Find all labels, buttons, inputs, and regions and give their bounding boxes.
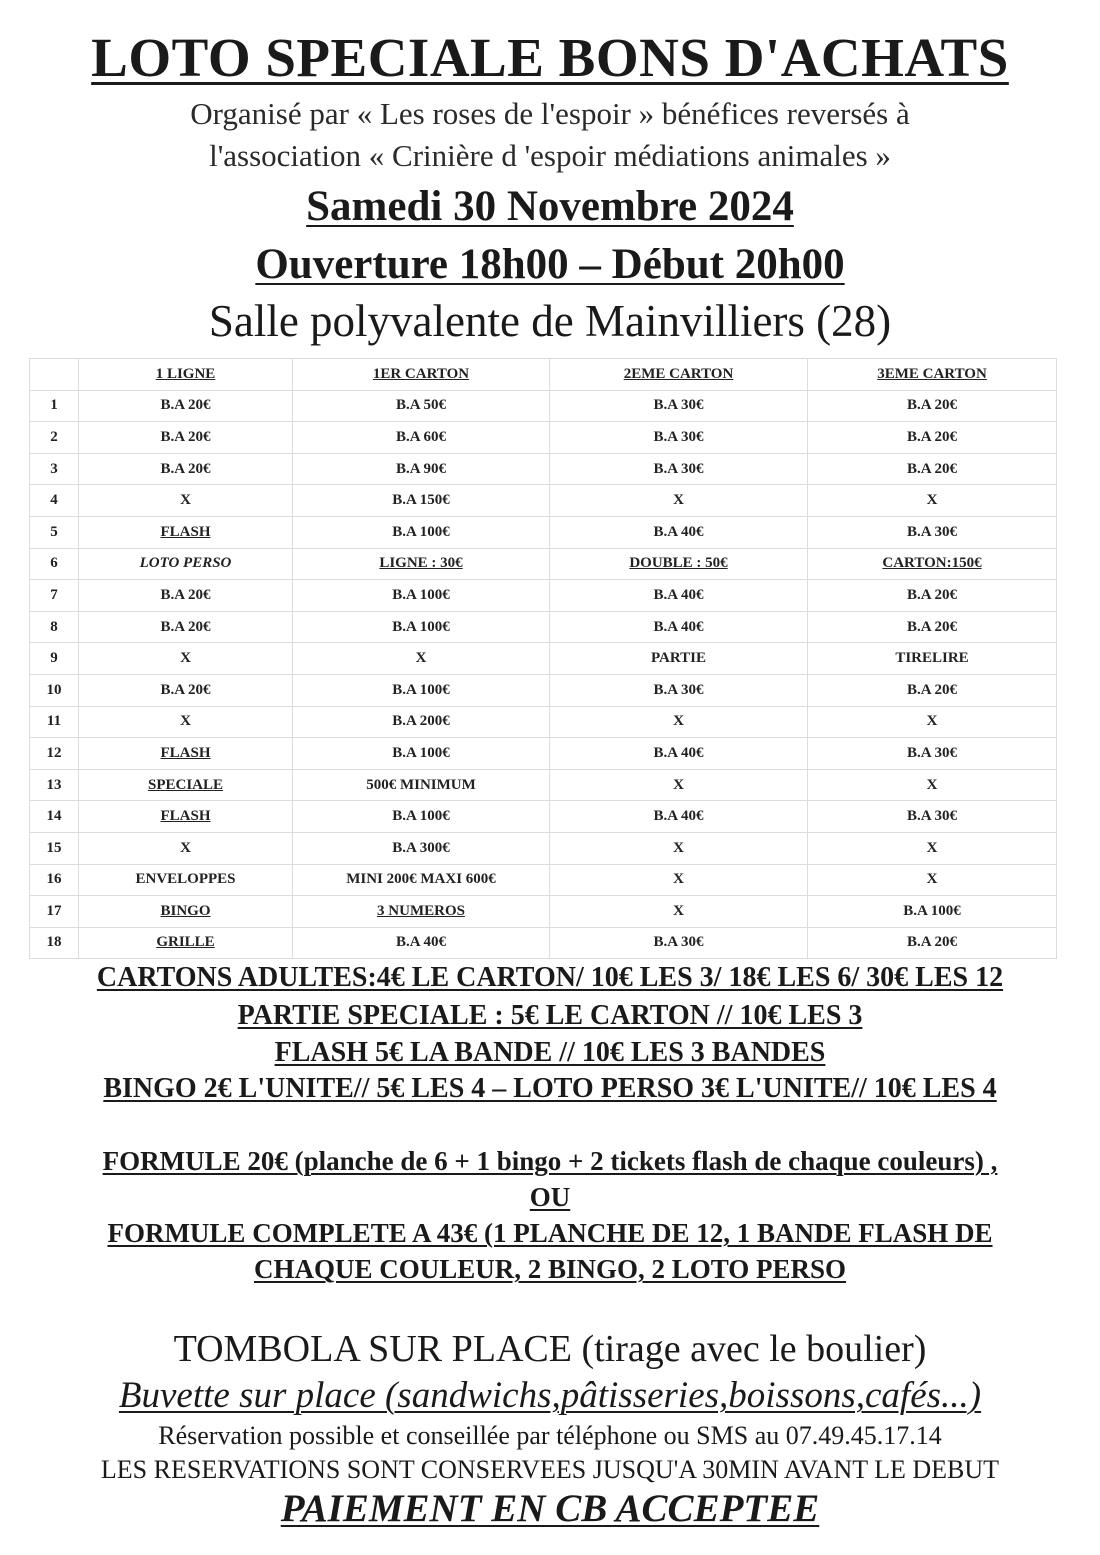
cell-1er-carton: B.A 60€ [293, 422, 550, 454]
payment-notice: PAIEMENT EN CB ACCEPTEE [280, 1487, 820, 1530]
cell-1-ligne: BINGO [79, 896, 293, 928]
cell-1-ligne: B.A 20€ [79, 580, 293, 612]
cell-game-number: 11 [30, 706, 79, 738]
cell-1-ligne: FLASH [79, 516, 293, 548]
table-row [30, 516, 1057, 548]
table-row [30, 485, 1057, 517]
cell-1-ligne: LOTO PERSO [79, 548, 293, 580]
cell-3eme-carton: X [808, 485, 1057, 517]
cell-2eme-carton: B.A 40€ [550, 580, 808, 612]
cell-1er-carton: B.A 150€ [293, 485, 550, 517]
cell-1-ligne: SPECIALE [79, 769, 293, 801]
formula-complete-line-2: CHAQUE COULEUR, 2 BINGO, 2 LOTO PERSO [253, 1254, 847, 1284]
cell-2eme-carton: B.A 30€ [550, 927, 808, 959]
cell-3eme-carton: B.A 20€ [808, 927, 1057, 959]
cell-2eme-carton: B.A 30€ [550, 453, 808, 485]
header-1-ligne: 1 LIGNE [79, 359, 293, 391]
cell-3eme-carton: CARTON:150€ [808, 548, 1057, 580]
prize-table [29, 358, 1057, 959]
table-header-row [30, 359, 1057, 391]
cell-game-number: 9 [30, 643, 79, 675]
event-venue: Salle polyvalente de Mainvilliers (28) [208, 296, 892, 346]
table-row [30, 643, 1057, 675]
cell-3eme-carton: B.A 20€ [808, 674, 1057, 706]
cell-1er-carton: 3 NUMEROS [293, 896, 550, 928]
cell-1-ligne: X [79, 485, 293, 517]
cell-2eme-carton: X [550, 896, 808, 928]
cell-1er-carton: MINI 200€ MAXI 600€ [293, 864, 550, 896]
buvette-notice: Buvette sur place (sandwichs,pâtisseries,boissons,cafés...) [118, 1375, 982, 1416]
event-hours: Ouverture 18h00 – Début 20h00 [255, 241, 845, 288]
cell-1er-carton: B.A 200€ [293, 706, 550, 738]
table-row [30, 706, 1057, 738]
cell-2eme-carton: PARTIE [550, 643, 808, 675]
table-row [30, 611, 1057, 643]
cell-game-number: 8 [30, 611, 79, 643]
cell-1-ligne: ENVELOPPES [79, 864, 293, 896]
cell-1-ligne: B.A 20€ [79, 674, 293, 706]
cell-3eme-carton: B.A 20€ [808, 422, 1057, 454]
table-row [30, 864, 1057, 896]
poster-title: LOTO SPECIALE BONS D'ACHATS [91, 27, 1009, 88]
cell-1-ligne: B.A 20€ [79, 390, 293, 422]
cell-game-number: 1 [30, 390, 79, 422]
cell-1er-carton: B.A 100€ [293, 674, 550, 706]
table-row [30, 769, 1057, 801]
formula-20: FORMULE 20€ (planche de 6 + 1 bingo + 2 tickets flash de chaque couleurs) , [102, 1146, 998, 1176]
cell-game-number: 3 [30, 453, 79, 485]
price-bingo-loto-perso: BINGO 2€ L'UNITE// 5€ LES 4 – LOTO PERSO 3€ L'UNITE// 10€ LES 4 [103, 1073, 997, 1104]
cell-1er-carton: X [293, 643, 550, 675]
cell-1-ligne: B.A 20€ [79, 453, 293, 485]
cell-3eme-carton: X [808, 832, 1057, 864]
cell-game-number: 18 [30, 927, 79, 959]
table-row [30, 832, 1057, 864]
tombola-notice: TOMBOLA SUR PLACE (tirage avec le boulier) [173, 1328, 927, 1370]
cell-1-ligne: X [79, 832, 293, 864]
cell-3eme-carton: B.A 30€ [808, 801, 1057, 833]
table-row [30, 580, 1057, 612]
cell-1-ligne: X [79, 643, 293, 675]
header-2eme-carton: 2EME CARTON [550, 359, 808, 391]
cell-3eme-carton: B.A 100€ [808, 896, 1057, 928]
cell-1-ligne: FLASH [79, 801, 293, 833]
cell-game-number: 16 [30, 864, 79, 896]
cell-1er-carton: B.A 50€ [293, 390, 550, 422]
cell-1er-carton: B.A 300€ [293, 832, 550, 864]
formula-complete-line-1: FORMULE COMPLETE A 43€ (1 PLANCHE DE 12, 1 BANDE FLASH DE [107, 1218, 993, 1248]
cell-game-number: 13 [30, 769, 79, 801]
cell-1er-carton: B.A 40€ [293, 927, 550, 959]
cell-3eme-carton: B.A 20€ [808, 453, 1057, 485]
cell-2eme-carton: DOUBLE : 50€ [550, 548, 808, 580]
cell-1-ligne: X [79, 706, 293, 738]
table-row [30, 738, 1057, 770]
cell-2eme-carton: B.A 40€ [550, 611, 808, 643]
table-row [30, 674, 1057, 706]
price-flash: FLASH 5€ LA BANDE // 10€ LES 3 BANDES [274, 1037, 826, 1068]
formula-or: OU [529, 1182, 571, 1212]
cell-1er-carton: B.A 100€ [293, 801, 550, 833]
cell-game-number: 17 [30, 896, 79, 928]
reservation-notice: Réservation possible et conseillée par téléphone ou SMS au 07.49.45.17.14 [158, 1421, 942, 1450]
table-row [30, 422, 1057, 454]
cell-2eme-carton: B.A 40€ [550, 801, 808, 833]
table-row [30, 896, 1057, 928]
cell-game-number: 10 [30, 674, 79, 706]
event-date: Samedi 30 Novembre 2024 [306, 183, 794, 230]
cell-1er-carton: B.A 100€ [293, 738, 550, 770]
cell-game-number: 15 [30, 832, 79, 864]
cell-1er-carton: LIGNE : 30€ [293, 548, 550, 580]
cell-1er-carton: 500€ MINIMUM [293, 769, 550, 801]
header-1er-carton: 1ER CARTON [293, 359, 550, 391]
cell-2eme-carton: X [550, 485, 808, 517]
cell-3eme-carton: B.A 20€ [808, 390, 1057, 422]
cell-game-number: 14 [30, 801, 79, 833]
cell-2eme-carton: B.A 30€ [550, 422, 808, 454]
header-game-number [30, 359, 79, 391]
cell-3eme-carton: X [808, 864, 1057, 896]
table-row [30, 548, 1057, 580]
organizer-line-2: l'association « Crinière d 'espoir médiations animales » [209, 138, 891, 173]
price-special-game: PARTIE SPECIALE : 5€ LE CARTON // 10€ LES 3 [237, 1000, 863, 1031]
cell-1-ligne: FLASH [79, 738, 293, 770]
cell-2eme-carton: X [550, 864, 808, 896]
cell-1er-carton: B.A 100€ [293, 611, 550, 643]
cell-1-ligne: B.A 20€ [79, 611, 293, 643]
price-adult-cards: CARTONS ADULTES:4€ LE CARTON/ 10€ LES 3/ 18€ LES 6/ 30€ LES 12 [96, 962, 1004, 993]
cell-3eme-carton: B.A 30€ [808, 516, 1057, 548]
cell-1-ligne: GRILLE [79, 927, 293, 959]
header-3eme-carton: 3EME CARTON [808, 359, 1057, 391]
cell-3eme-carton: TIRELIRE [808, 643, 1057, 675]
cell-2eme-carton: B.A 30€ [550, 390, 808, 422]
table-row [30, 801, 1057, 833]
cell-3eme-carton: X [808, 769, 1057, 801]
cell-1-ligne: B.A 20€ [79, 422, 293, 454]
cell-1er-carton: B.A 100€ [293, 580, 550, 612]
organizer-line-1: Organisé par « Les roses de l'espoir » bénéfices reversés à [190, 96, 910, 131]
reservation-policy: LES RESERVATIONS SONT CONSERVEES JUSQU'A 30MIN AVANT LE DEBUT [100, 1455, 1000, 1484]
cell-2eme-carton: X [550, 832, 808, 864]
table-row [30, 927, 1057, 959]
cell-2eme-carton: X [550, 769, 808, 801]
cell-1er-carton: B.A 100€ [293, 516, 550, 548]
cell-game-number: 4 [30, 485, 79, 517]
cell-3eme-carton: B.A 20€ [808, 611, 1057, 643]
cell-3eme-carton: B.A 30€ [808, 738, 1057, 770]
cell-game-number: 2 [30, 422, 79, 454]
cell-2eme-carton: B.A 40€ [550, 516, 808, 548]
cell-1er-carton: B.A 90€ [293, 453, 550, 485]
cell-game-number: 5 [30, 516, 79, 548]
table-row [30, 453, 1057, 485]
cell-game-number: 6 [30, 548, 79, 580]
cell-3eme-carton: X [808, 706, 1057, 738]
cell-2eme-carton: X [550, 706, 808, 738]
table-row [30, 390, 1057, 422]
cell-3eme-carton: B.A 20€ [808, 580, 1057, 612]
cell-game-number: 12 [30, 738, 79, 770]
cell-2eme-carton: B.A 40€ [550, 738, 808, 770]
cell-game-number: 7 [30, 580, 79, 612]
cell-2eme-carton: B.A 30€ [550, 674, 808, 706]
